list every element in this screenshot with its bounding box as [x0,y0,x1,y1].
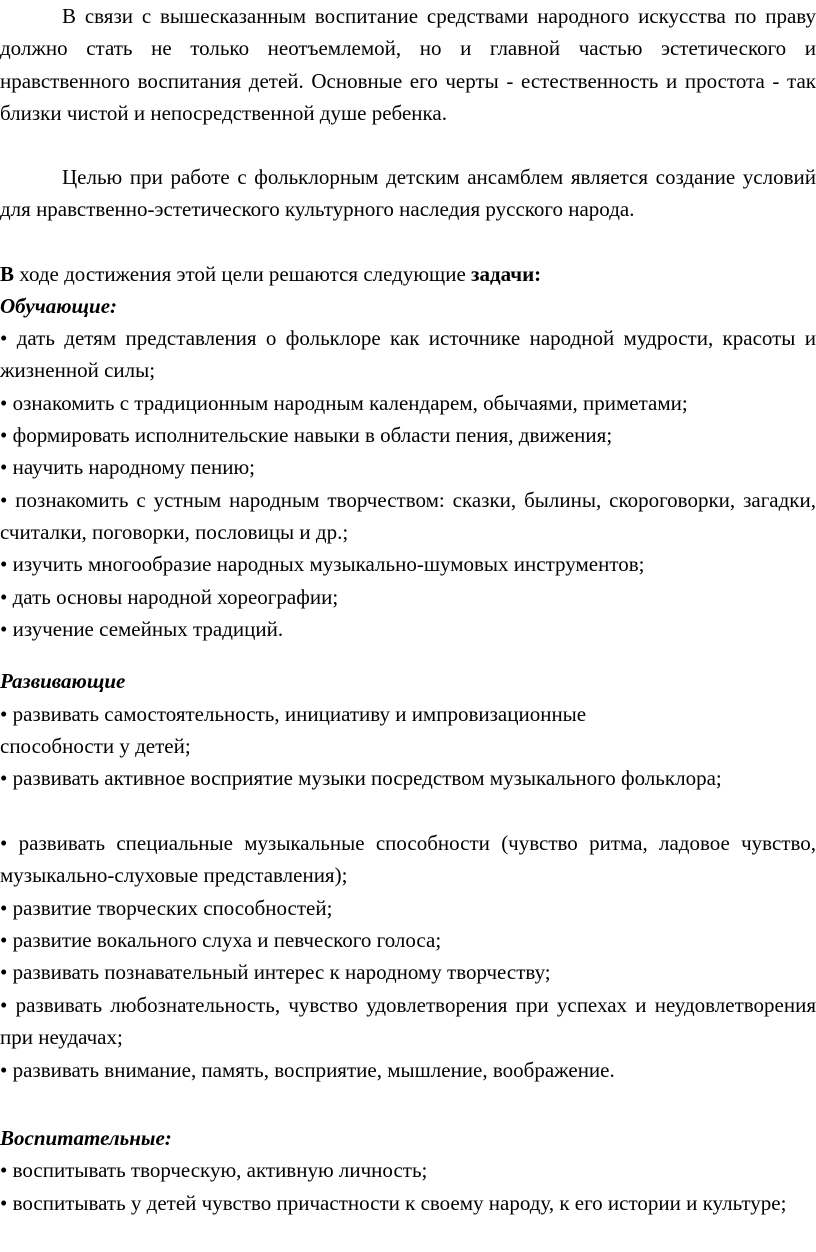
list-item: • формировать исполнительские навыки в области пения, движения; [0,423,613,447]
list-item: • ознакомить с традиционным народным календарем, обычаями, приметами; [0,391,688,415]
list-item: • развивать познавательный интерес к народному творчеству; [0,960,551,984]
list-item: • познакомить с устным народным творчеством: сказки, былины, скороговорки, загадки, считалки, поговорки, пословицы и др.; [0,488,816,545]
list-item: • развитие творческих способностей; [0,896,333,920]
list-item: • изучение семейных традиций. [0,617,284,641]
list-item: • развивать самостоятельность, инициативу и импровизационные способности у детей; [0,702,587,759]
tasks-intro-lead: В [0,262,15,286]
tasks-intro-emphasis: задачи: [471,262,542,286]
list-item: • дать детям представления о фольклоре как источнике народной мудрости, красоты и жизненной силы; [0,326,816,383]
list-item: • развитие вокального слуха и певческого голоса; [0,928,442,952]
list-item: • дать основы народной хореографии; [0,585,339,609]
list-item: • изучить многообразие народных музыкально-шумовых инструментов; [0,552,645,576]
intro-paragraph: В связи с вышесказанным воспитание средствами народного искусства по праву должно стать не только неотъемлемой, но и главной частью эстетического и нравственного воспитания детей. Основные его черты - естественность и простота - так близки чистой и непосредственной душе ребенка. [0,4,816,125]
list-item: • развивать внимание, память, восприятие, мышление, воображение. [0,1058,615,1082]
list-item: • воспитывать творческую, активную личность; [0,1158,428,1182]
tasks-intro-paragraph [0,258,816,290]
list-item: • развивать любознательность, чувство удовлетворения при успехах и неудовлетворения при неудачах; [0,993,816,1050]
educational-heading: Обучающие: [0,294,118,318]
list-item: • развивать специальные музыкальные способности (чувство ритма, ладовое чувство, музыкально-слуховые представления); [0,831,816,888]
goal-paragraph: Целью при работе с фольклорным детским ансамблем является создание условий для нравственно-эстетического культурного наследия русского народа. [0,165,816,222]
list-item: • научить народному пению; [0,455,255,479]
upbringing-heading: Воспитательные: [0,1126,172,1150]
tasks-intro-text: ходе достижения этой цели решаются следующие [14,262,472,286]
developing-heading: Развивающие [0,669,126,693]
list-item: • развивать активное восприятие музыки посредством музыкального фольклора; [0,766,722,790]
list-item: • воспитывать у детей чувство причастности к своему народу, к его истории и культуре; [0,1191,787,1215]
